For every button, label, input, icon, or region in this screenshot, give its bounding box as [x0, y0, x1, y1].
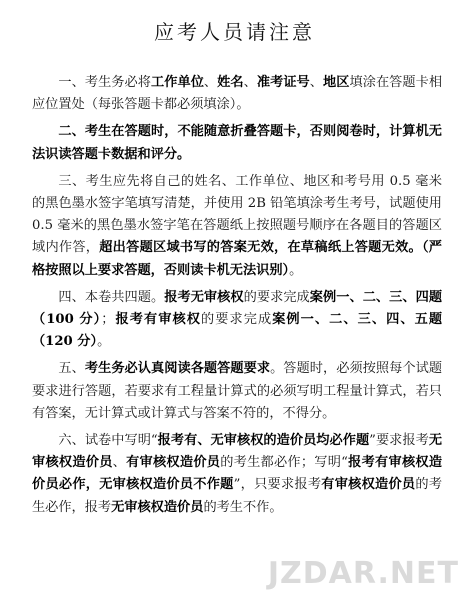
notice-paragraph — [32, 287, 442, 354]
text-run: 。 — [97, 334, 111, 350]
bold-text-run: 报考有审核权造价员必作，无审核权造价员不作题 — [32, 455, 443, 493]
notice-paragraph — [32, 121, 442, 165]
text-run: ”，只要求报考 — [233, 477, 322, 493]
text-run: 填涂在答题卡相应位置处（每张答题卡都必须填涂）。 — [32, 75, 443, 113]
bold-text-run: 无审核权造价员 — [111, 499, 204, 515]
text-run: 一、考生务必将 — [58, 75, 151, 90]
bold-text-run: 报考有审核权 — [114, 312, 201, 328]
text-run: 四、本卷共四题。 — [58, 289, 165, 305]
page-title: 应考人员请注意 — [154, 20, 315, 44]
bold-text-run: 工作单位 — [151, 75, 204, 90]
bold-text-run: 有审核权造价员 — [321, 477, 416, 493]
site-watermark: JZDAR.NET — [267, 556, 459, 591]
bold-text-run: 准考证号 — [256, 75, 310, 90]
text-run: 的要求完成 — [200, 312, 273, 328]
bold-text-run: 姓名 — [217, 75, 244, 90]
bold-text-run: 超出答题区域书写的答案无效，在草稿纸上答题无效。（严格按照以上要求答题，否则读卡机无法识别） — [32, 240, 442, 278]
bold-text-run: 报考无审核权 — [164, 289, 244, 305]
bold-text-run: 有审核权造价员 — [126, 455, 221, 471]
notice-paragraph — [32, 171, 442, 282]
bold-text-run: 案例一、二、三、四、五题（120 分） — [32, 312, 443, 350]
bold-text-run: 无审核权造价员 — [32, 433, 442, 471]
text-run: 、 — [203, 75, 218, 90]
bold-text-run: 考生务必认真阅读各题答题要求 — [84, 361, 271, 377]
bold-text-run: 地区 — [323, 75, 350, 90]
text-run: 、 — [309, 75, 324, 90]
text-run: 。答题时，必须按照每个试题要求进行答题，若要求有工程量计算式的必须写明工程量计算式，若只有答案，无计算式或计算式与答案不符的，不得分。 — [32, 361, 443, 421]
text-run: 的要求完成 — [243, 289, 310, 305]
bold-text-run: 报考有、无审核权的造价员均必作题 — [157, 433, 370, 449]
text-run: ”要求报考 — [369, 433, 429, 449]
text-run: 三、考生应先将自己的姓名、工作单位、地区和考号用 0.5 毫米的黑色墨水签字笔填写清楚，并使用 2B 铅笔填涂考生考号，试题使用 0.5 毫米的黑色墨水签字笔在答题纸上按照题号顺序在各题目的答题区域内作答， — [32, 173, 442, 256]
text-run: 。 — [289, 262, 303, 278]
notice-paragraph — [32, 430, 442, 519]
text-run: 的考生不作。 — [203, 499, 283, 515]
notice-body — [32, 72, 442, 524]
text-run: 、 — [112, 455, 127, 471]
notice-paragraph — [32, 358, 442, 425]
text-run: 、 — [243, 75, 257, 90]
notice-paragraph — [32, 72, 442, 116]
text-run: 五、 — [58, 361, 85, 377]
bold-text-run: 二、考生在答题时，不能随意折叠答题卡，否则阅卷时，计算机无法识读答题卡数据和评分。 — [32, 124, 442, 162]
text-run: 的考生必作，报考 — [32, 477, 443, 515]
text-run: ； — [101, 312, 115, 328]
bold-text-run: 案例一、二、三、四题（100 分） — [32, 289, 443, 328]
text-run: 六、试卷中写明“ — [58, 433, 158, 449]
text-run: 的考生都必作；写明“ — [220, 455, 348, 471]
